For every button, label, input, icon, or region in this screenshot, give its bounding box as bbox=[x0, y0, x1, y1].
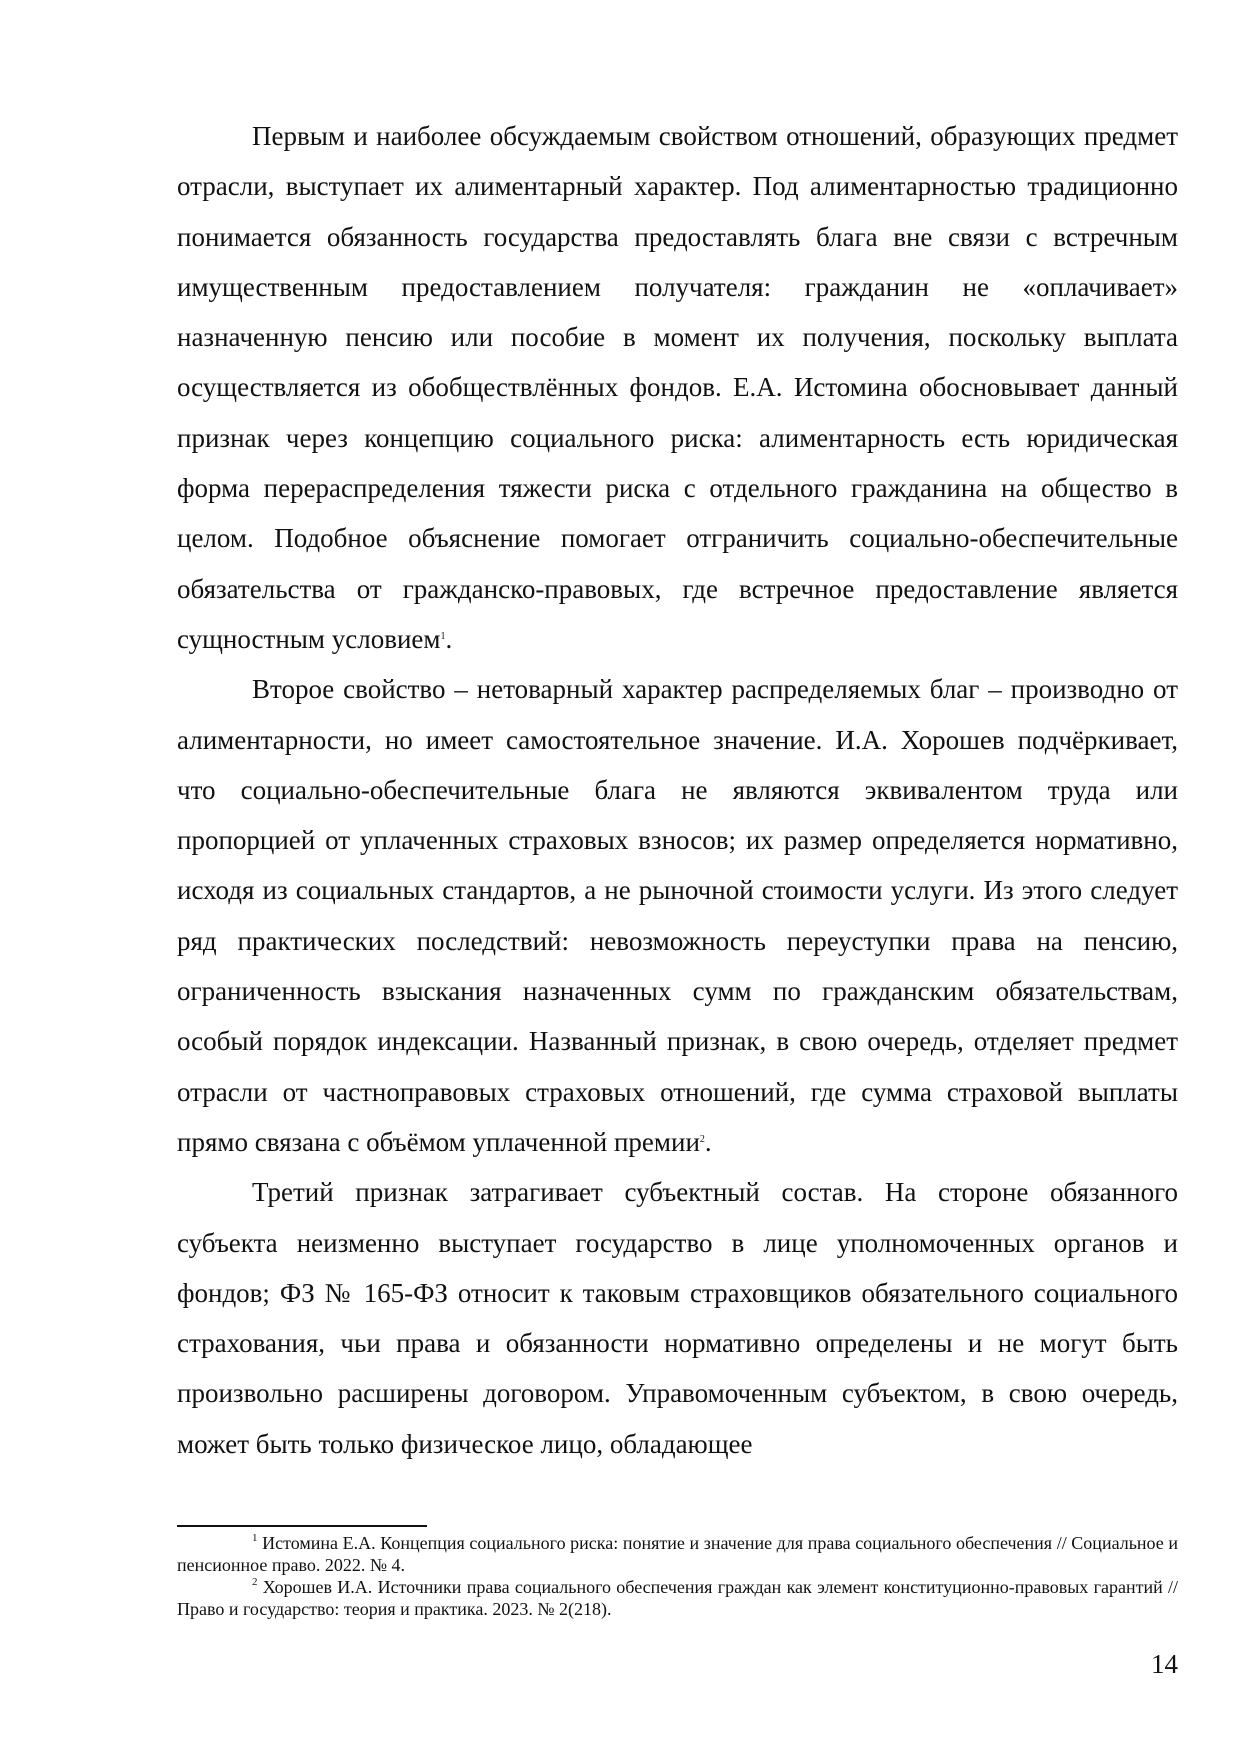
footnote-text-2: Хорошев И.А. Источники права социального обеспечения граждан как элемент конституционно-правовых гарантий // Право и государство: теория и практика. 2023. № 2(218). bbox=[177, 1577, 1178, 1619]
footnote-ref-2[interactable]: 2 bbox=[699, 1133, 705, 1145]
paragraph-3 bbox=[177, 1167, 1178, 1469]
footnotes bbox=[177, 1532, 1178, 1620]
footnote-number-1: 1 bbox=[252, 1532, 258, 1544]
footnote-1 bbox=[177, 1532, 1178, 1576]
footnote-separator bbox=[177, 1525, 427, 1527]
footnote-text-1: Истомина Е.А. Концепция социального риска: понятие и значение для права социального обеспечения // Социальное и пенсионное право. 2022. № 4. bbox=[177, 1533, 1178, 1575]
paragraph-2-tail: . bbox=[704, 1126, 712, 1157]
footnote-2 bbox=[177, 1576, 1178, 1620]
footnote-number-2: 2 bbox=[252, 1576, 258, 1588]
paragraph-1 bbox=[177, 111, 1178, 664]
paragraph-2 bbox=[177, 664, 1178, 1167]
paragraph-2-text: Второе свойство – нетоварный характер распределяемых благ – производно от алиментарности, но имеет самостоятельное значение. И.А. Хорошев подчёркивает, что социально-обеспечительные блага не являются эквивалентом труда или пропорцией от уплаченных страховых взносов; их размер определяется нормативно, исходя из социальных стандартов, а не рыночной стоимости услуги. Из этого следует ряд практических последствий: невозможность переуступки права на пенсию, ограниченность взыскания назначенных сумм по гражданским обязательствам, особый порядок индексации. Названный признак, в свою очередь, отделяет предмет отрасли от частноправовых страховых отношений, где сумма страховой выплаты прямо связана с объёмом уплаченной премии bbox=[177, 674, 1178, 1157]
page-number: 14 bbox=[1151, 1649, 1178, 1679]
paragraph-3-text: Третий признак затрагивает субъектный состав. На стороне обязанного субъекта неизменно выступает государство в лице уполномоченных органов и фондов; ФЗ № 165-ФЗ относит к таковым страховщиков обязательного социального страхования, чьи права и обязанности нормативно определены и не могут быть произвольно расширены договором. Управомоченным субъектом, в свою очередь, может быть только физическое лицо, обладающее bbox=[177, 1177, 1178, 1459]
paragraph-1-tail: . bbox=[445, 623, 453, 654]
document-body bbox=[177, 111, 1178, 1469]
footnote-ref-1[interactable]: 1 bbox=[440, 630, 446, 642]
paragraph-1-text: Первым и наиболее обсуждаемым свойством отношений, образующих предмет отрасли, выступает их алиментарный характер. Под алиментарностью традиционно понимается обязанность государства предоставлять блага вне связи с встречным имущественным предоставлением получателя: гражданин не «оплачивает» назначенную пенсию или пособие в момент их получения, поскольку выплата осуществляется из обобществлённых фондов. Е.А. Истомина обосновывает данный признак через концепцию социального риска: алиментарность есть юридическая форма перераспределения тяжести риска с отдельного гражданина на общество в целом. Подобное объяснение помогает отграничить социально-обеспечительные обязательства от гражданско-правовых, где встречное предоставление является сущностным условием bbox=[177, 121, 1178, 654]
